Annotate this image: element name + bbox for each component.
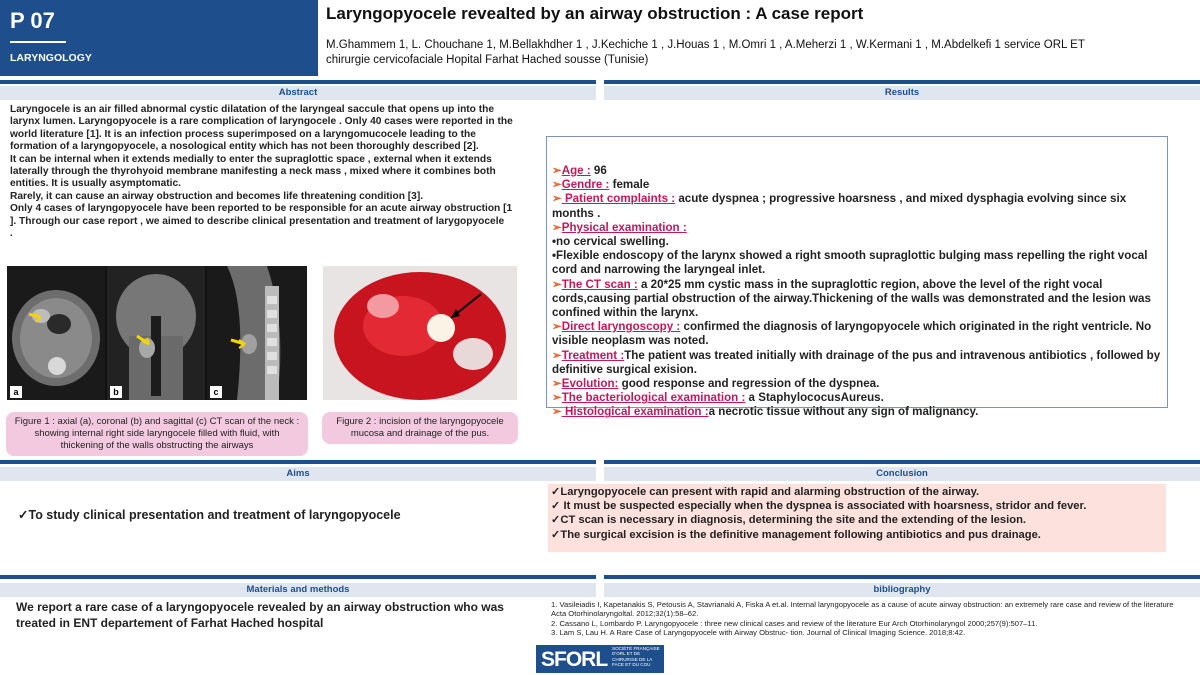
authors	[326, 38, 1186, 68]
result-complaints: ➢ Patient complaints : acute dyspnea ; progressive hoarsness , and mixed dysphagia evolving since six months .	[552, 192, 1127, 220]
result-bacteriology: ➢The bacteriological examination : a StaphylococusAureus.	[552, 391, 884, 405]
results-bar	[604, 80, 1200, 84]
result-histology-label: Histological examination :	[561, 405, 709, 419]
figure-2-caption: Figure 2 : incision of the laryngopyocele mucosa and drainage of the pus.	[322, 412, 518, 444]
result-exam: ➢Physical examination :	[552, 220, 687, 234]
ct-letter-c: c	[210, 386, 222, 398]
bibliography-item: 2. Cassano L, Lombardo P. Laryngopyocele : three new clinical cases and review of the literature Eur Arch Otorhinolaryngol 2000;257(9):507–11.	[551, 618, 1038, 628]
result-treatment-label: Treatment :	[561, 348, 625, 362]
sforl-logo-subtext: SOCIÉTÉ FRANÇAISE D'ORL ET DE CHIRURGIE DE LA FACE ET DU COU	[612, 646, 660, 667]
result-exam-value-1: •no cervical swelling.	[552, 235, 669, 249]
endoscopy-image	[323, 266, 517, 400]
result-complaints-value: acute dyspnea ; progressive hoarsness , and mixed dysphagia evolving since six months .	[552, 192, 1127, 220]
authors-line-2: chirurgie cervicofaciale Hopital Farhat Hached sousse (Tunisie)	[326, 54, 649, 66]
result-ct: ➢The CT scan : a 20*25 mm cystic mass in the supraglottic region, above the level of the right vocal cords,causing partial obstruction of the airway.Thickening of the walls was demonstrated and the lesion was confined within the larynx.	[552, 277, 1151, 320]
result-evolution-label: Evolution:	[561, 377, 619, 391]
result-age: ➢Age : 96	[552, 164, 607, 177]
ct-letter-b: b	[110, 386, 122, 398]
authors-line-1: M.Ghammem 1, L. Chouchane 1, M.Bellakhdher 1 , J.Kechiche 1 , J.Houas 1 , M.Omri 1 , A.Meherzi 1 , W.Kermani 1 , M.Abdelkefi 1 service ORL ET	[326, 39, 1085, 51]
sforl-logo-text: SFORL	[541, 648, 608, 671]
endoscopy-drawing	[323, 266, 517, 400]
poster-category: LARYNGOLOGY	[10, 52, 92, 64]
ct-letter-a: a	[10, 386, 22, 398]
conclusion-list	[551, 485, 1163, 542]
result-gender-value: female	[609, 178, 650, 192]
result-gender: ➢Gendre : female	[552, 178, 650, 192]
aims-heading: Aims	[0, 467, 596, 481]
conclusion-heading: Conclusion	[604, 467, 1200, 481]
header-divider	[10, 41, 66, 43]
conclusion-bar	[604, 460, 1200, 464]
result-evolution: ➢Evolution: good response and regression of the dyspnea.	[552, 377, 880, 391]
result-complaints-label: Patient complaints :	[561, 192, 676, 206]
result-laryngoscopy: ➢Direct laryngoscopy : confirmed the diagnosis of laryngopyocele which originated in the right ventricle. No visible neoplasm was noted.	[552, 320, 1152, 348]
result-exam-value-2: •Flexible endoscopy of the larynx showed a right smooth supraglottic bulging mass repelling the right vocal cord and narrowing the laryngeal inlet.	[552, 249, 1148, 277]
result-ct-value: a 20*25 mm cystic mass in the supraglottic region, above the level of the right vocal cords,causing partial obstruction of the airway.Thickening of the walls was demonstrated and the lesion was confined within the larynx.	[552, 277, 1151, 320]
result-treatment: ➢Treatment :The patient was treated initially with drainage of the pus and intravenous antibiotics , followed by definitive surgical exision.	[552, 348, 1161, 376]
bibliography-bar	[604, 575, 1200, 579]
abstract-text: Laryngocele is an air filled abnormal cystic dilatation of the laryngeal saccule that opens up into the larynx lumen. Laryngopyocele is a rare complication of laryngocele . Only 40 cases were reported in the world literature [1]. It is an infection process superimposed on a laryngomucocele leading to the formation of a laryngopyocele, a nosological entity which has not been thoroughly described [2]. It can be internal when it extends medially to enter the supraglottic space , external when it extends laterally through the thyrohyoid membrane manifesting a neck mass , mixed where it combines both entities. It is usually asymptomatic. Rarely, it can cause an airway obstruction and becomes life threatening condition [3]. Only 4 cases of laryngopyocele have been reported to be responsible for an acute airway obstruction [1 ]. Through our case report , we aimed to describe clinical presentation and treatment of larygopyocele .	[10, 104, 513, 240]
aims-text	[18, 507, 401, 522]
result-gender-label: Gendre :	[561, 178, 610, 192]
check-icon: ✓	[551, 528, 561, 541]
ct-axial-panel	[7, 266, 105, 400]
conclusion-item: ✓ It must be suspected especially when the dyspnea is associated with hoarsness, stridor and fever.	[551, 500, 1087, 513]
result-treatment-value: The patient was treated initially with drainage of the pus and intravenous antibiotics , followed by definitive surgical exision.	[552, 348, 1161, 376]
figure-1-caption: Figure 1 : axial (a), coronal (b) and sagittal (c) CT scan of the neck : showing internal right side laryngocele filled with fluid, with thickening of the walls obstructing the airways	[6, 412, 308, 456]
result-age-label: Age :	[561, 164, 591, 177]
abstract-heading: Abstract	[0, 86, 596, 100]
ct-sagittal-panel	[207, 266, 307, 400]
check-icon: ✓	[551, 500, 561, 513]
ct-scan-image	[7, 266, 307, 400]
materials-bar	[0, 575, 596, 579]
ct-axial-drawing	[7, 266, 105, 400]
materials-heading: Materials and methods	[0, 583, 596, 597]
ct-coronal-drawing	[107, 266, 205, 400]
bibliography-item: 3. Lam S, Lau H. A Rare Case of Laryngopyocele with Airway Obstruc- tion. Journal of Clinical Imaging Science. 2018;8:42.	[551, 627, 966, 637]
bibliography-item: 1. Vasileiadis I, Kapetanakis S, Petousis A, Stavrianaki A, Fiska A et.al. Internal laryngopyocele as a cause of acute airway obstruction: an extremely rare case and review of the literature Acta Otorhinolaryngoltal. 2012;32(1):58–62.	[551, 600, 1174, 619]
result-evolution-value: good response and regression of the dyspnea.	[618, 377, 880, 391]
result-bacteriology-value: a StaphylococusAureus.	[745, 391, 884, 405]
result-age-value: 96	[590, 164, 607, 177]
poster-title: Laryngopyocele revealted by an airway obstruction : A case report	[326, 4, 864, 23]
result-ct-label: The CT scan :	[561, 277, 638, 291]
results-heading: Results	[604, 86, 1200, 100]
conclusion-item: ✓CT scan is necessary in diagnosis, determining the site and the extending of the lesion.	[551, 514, 1027, 527]
check-icon: ✓	[551, 486, 561, 498]
result-bacteriology-label: The bacteriological examination :	[561, 391, 746, 405]
result-laryngoscopy-label: Direct laryngoscopy :	[561, 320, 681, 334]
conclusion-item: ✓Laryngopyocele can present with rapid and alarming obstruction of the airway.	[551, 486, 980, 498]
conclusion-item: ✓The surgical excision is the definitive management following antibiotics and pus drainage.	[551, 528, 1041, 541]
result-laryngoscopy-value: confirmed the diagnosis of laryngopyocele which originated in the right ventricle. No visible neoplasm was noted.	[552, 320, 1152, 348]
check-icon: ✓	[551, 514, 561, 527]
bibliography-heading: bibliography	[604, 583, 1200, 597]
result-exam-label: Physical examination :	[561, 220, 687, 234]
result-histology: ➢ Histological examination :a necrotic tissue without any sign of malignancy.	[552, 405, 979, 419]
aims-label: To study clinical presentation and treatment of laryngopyocele	[28, 508, 401, 522]
abstract-bar	[0, 80, 596, 84]
ct-coronal-panel	[107, 266, 205, 400]
materials-text: We report a rare case of a laryngopyocele revealed by an airway obstruction who was treated in ENT departement of Farhat Hached hospital	[16, 600, 504, 630]
bibliography-list	[551, 600, 1176, 637]
poster-number: P 07	[10, 8, 55, 33]
results-text	[552, 164, 1162, 420]
check-icon: ✓	[18, 508, 29, 522]
result-histology-value: a necrotic tissue without any sign of malignancy.	[708, 405, 979, 419]
aims-bar	[0, 460, 596, 464]
ct-sagittal-drawing	[207, 266, 307, 400]
